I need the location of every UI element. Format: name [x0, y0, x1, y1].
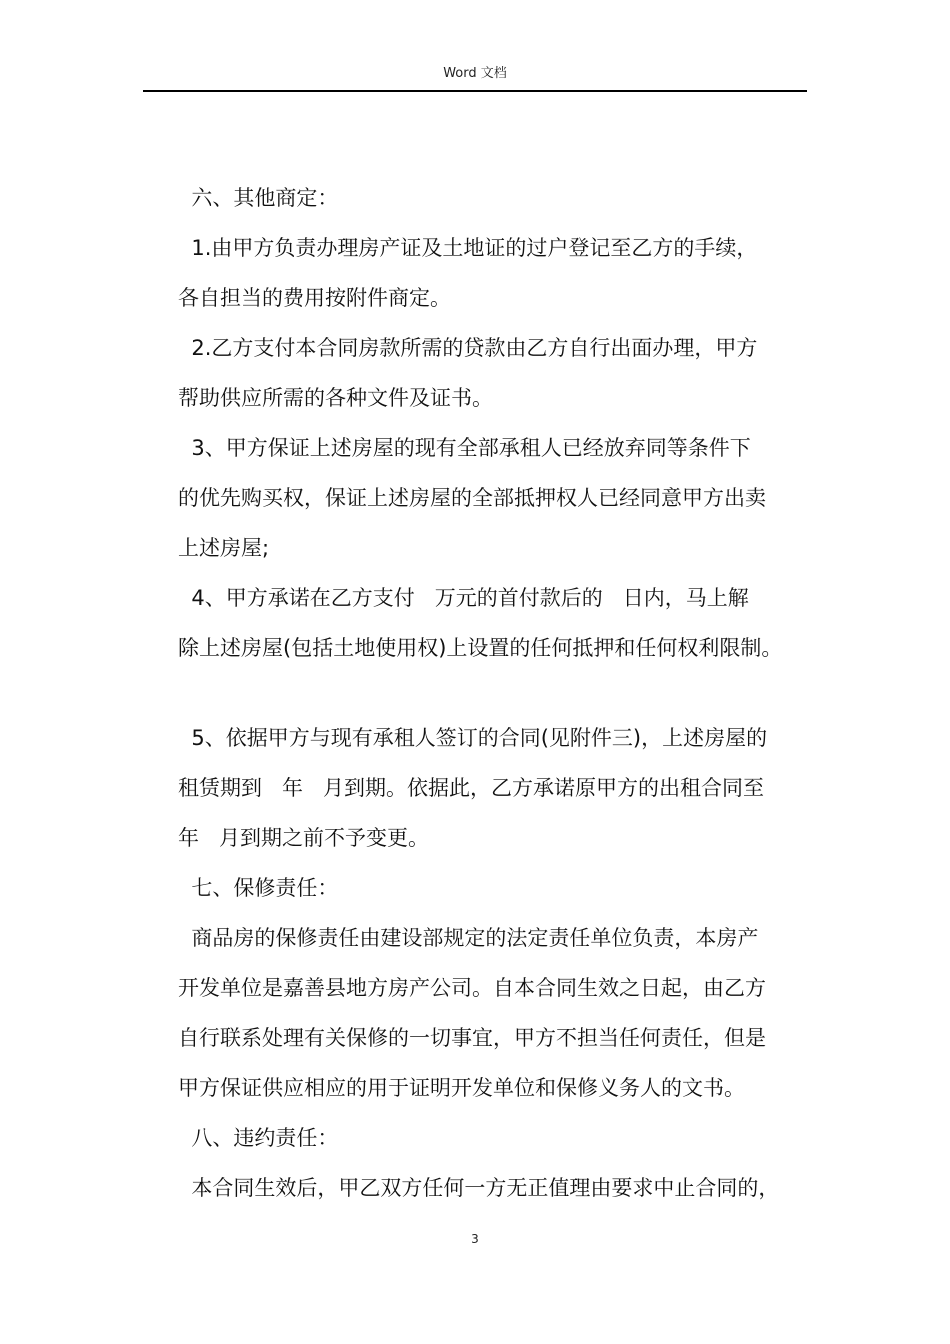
paragraph-line: 除上述房屋(包括土地使用权)上设置的任何抵押和任何权利限制。 — [178, 636, 783, 660]
paragraph-line: 的优先购买权，保证上述房屋的全部抵押权人已经同意甲方出卖 — [178, 486, 766, 510]
page-header — [143, 62, 807, 92]
paragraph-line: 4、甲方承诺在乙方支付 万元的首付款后的 日内，马上解 — [178, 586, 749, 610]
paragraph-line: 帮助供应所需的各种文件及证书。 — [178, 386, 493, 410]
section-heading-liability: 八、违约责任： — [178, 1126, 339, 1150]
paragraph-line: 租赁期到 年 月到期。依据此，乙方承诺原甲方的出租合同至 — [178, 776, 765, 800]
paragraph-line: 1.由甲方负责办理房产证及土地证的过户登记至乙方的手续， — [178, 236, 758, 260]
paragraph-line: 甲方保证供应相应的用于证明开发单位和保修义务人的文书。 — [178, 1076, 745, 1100]
page-number: 3 — [471, 1232, 479, 1246]
paragraph-line: 上述房屋; — [178, 536, 270, 560]
paragraph-line: 本合同生效后，甲乙双方任何一方无正值理由要求中止合同的， — [178, 1176, 780, 1200]
paragraph-line: 3、甲方保证上述房屋的现有全部承租人已经放弃同等条件下 — [178, 436, 751, 460]
section-heading-other-agreements: 六、其他商定： — [178, 186, 339, 210]
paragraph-line: 2.乙方支付本合同房款所需的贷款由乙方自行出面办理，甲方 — [178, 336, 758, 360]
document-body — [178, 178, 818, 1218]
paragraph-line: 开发单位是嘉善县地方房产公司。自本合同生效之日起，由乙方 — [178, 976, 766, 1000]
section-heading-warranty: 七、保修责任： — [178, 876, 339, 900]
header-title: Word 文档 — [443, 66, 507, 81]
paragraph-line: 5、依据甲方与现有承租人签订的合同(见附件三)，上述房屋的 — [178, 726, 768, 750]
paragraph-line: 年 月到期之前不予变更。 — [178, 826, 430, 850]
paragraph-line: 各自担当的费用按附件商定。 — [178, 286, 451, 310]
blank-line — [178, 678, 818, 718]
paragraph-line: 商品房的保修责任由建设部规定的法定责任单位负责，本房产 — [178, 926, 759, 950]
paragraph-line: 自行联系处理有关保修的一切事宜，甲方不担当任何责任，但是 — [178, 1026, 766, 1050]
